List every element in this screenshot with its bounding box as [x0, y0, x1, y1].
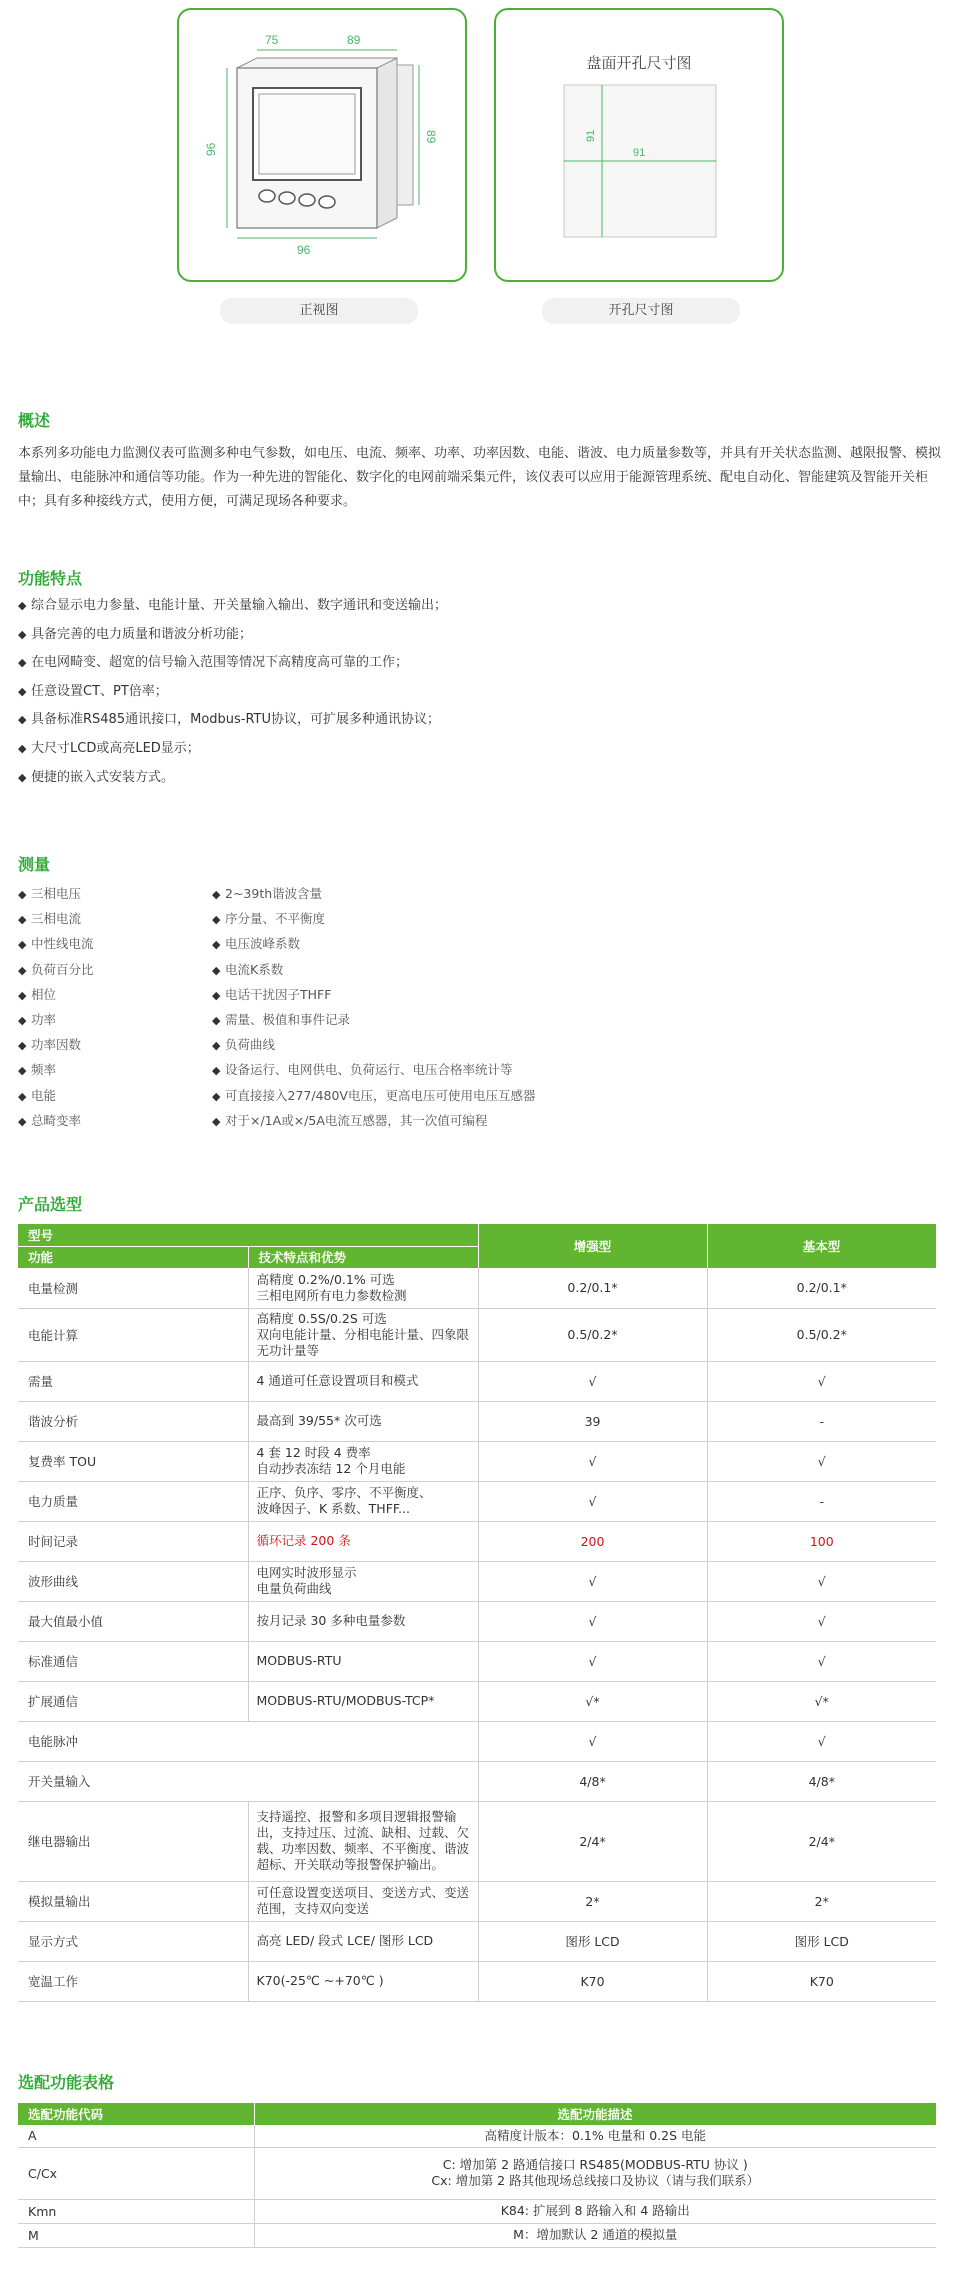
- cell-enhanced: 2/4*: [478, 1801, 707, 1881]
- cell-basic: √: [707, 1601, 936, 1641]
- cell-description: MODBUS-RTU/MODBUS-TCP*: [248, 1681, 478, 1721]
- measurement-item: [212, 960, 535, 985]
- cell-basic: -: [707, 1401, 936, 1441]
- measurement-item: [18, 985, 94, 1010]
- overview-text: 本系列多功能电力监测仪表可监测多种电气参数，如电压、电流、频率、功率、功率因数、电能、谐波、电力质量参数等，并具有开关状态监测、越限报警、模拟量输出、电能脉冲和通信等功能。作为一种先进的智能化、数字化的电网前端采集元件，该仪表可以应用于能源管理系统、配电自动化、智能建筑及智能开关柜中；具有多种接线方式，使用方便，可满足现场各种要求。: [18, 446, 942, 509]
- feature-item: [18, 768, 447, 797]
- cell-description: 高精度 0.2%/0.1% 可选 三相电网所有电力参数检测: [248, 1268, 478, 1308]
- cutout-horizontal-label: 91: [633, 147, 646, 159]
- cell-enhanced: 200: [478, 1521, 707, 1561]
- header-features: 技术特点和优势: [248, 1246, 478, 1268]
- cell-description: 4 套 12 时段 4 费率 自动抄表冻结 12 个月电能: [248, 1441, 478, 1481]
- diamond-bullet-icon: ◆: [212, 1114, 221, 1128]
- diamond-bullet-icon: ◆: [212, 1089, 221, 1103]
- selection-table: [18, 1224, 937, 2002]
- cell-enhanced: 0.2/0.1*: [478, 1268, 707, 1308]
- diamond-bullet-icon: ◆: [18, 770, 27, 784]
- option-code: C/Cx: [18, 2147, 254, 2199]
- diamond-bullet-icon: ◆: [18, 684, 27, 698]
- diamond-bullet-icon: ◆: [212, 988, 221, 1002]
- measurement-text: 负荷百分比: [31, 961, 94, 977]
- selection-row: [18, 1401, 936, 1441]
- cell-enhanced: 39: [478, 1401, 707, 1441]
- dim-left-label: 96: [204, 142, 218, 156]
- cell-basic: 100: [707, 1521, 936, 1561]
- measurement-item: [18, 960, 94, 985]
- diamond-bullet-icon: ◆: [18, 988, 27, 1002]
- feature-item: [18, 682, 447, 711]
- dim-bottom-label: 96: [297, 243, 311, 257]
- cell-description: 4 通道可任意设置项目和模式: [248, 1361, 478, 1401]
- dim-top-left-label: 75: [265, 33, 279, 47]
- diamond-bullet-icon: ◆: [212, 963, 221, 977]
- selection-row: [18, 1521, 936, 1561]
- cell-enhanced: 图形 LCD: [478, 1921, 707, 1961]
- cell-function: 标准通信: [18, 1641, 248, 1681]
- option-code: Kmn: [18, 2199, 254, 2223]
- cell-basic: 0.2/0.1*: [707, 1268, 936, 1308]
- options-header-code: 选配功能代码: [18, 2103, 254, 2125]
- measurement-item: [18, 1010, 94, 1035]
- feature-item: [18, 653, 447, 682]
- measurement-text: 三相电流: [31, 911, 82, 927]
- cell-description: 高亮 LED/ 段式 LCE/ 图形 LCD: [248, 1921, 478, 1961]
- measurement-item: [18, 1086, 94, 1111]
- measurement-text: 需量、极值和事件记录: [225, 1011, 351, 1027]
- selection-row: [18, 1641, 936, 1681]
- diamond-bullet-icon: ◆: [212, 913, 221, 927]
- cell-basic: 0.5/0.2*: [707, 1308, 936, 1361]
- cell-function: 扩展通信: [18, 1681, 248, 1721]
- cell-description: 最高到 39/55* 次可选: [248, 1401, 478, 1441]
- diamond-bullet-icon: ◆: [212, 1064, 221, 1078]
- cell-enhanced: √: [478, 1561, 707, 1601]
- diamond-bullet-icon: ◆: [18, 888, 27, 901]
- measurement-text: 2~39th谐波含量: [225, 886, 323, 901]
- cell-enhanced: √*: [478, 1681, 707, 1721]
- cell-function: 模拟量输出: [18, 1881, 248, 1921]
- measurement-item: [212, 985, 535, 1010]
- measurement-text: 三相电压: [31, 886, 82, 901]
- measurement-list-right: [212, 884, 535, 1136]
- features-title: 功能特点: [18, 569, 83, 588]
- measurement-item: [212, 1111, 535, 1136]
- option-description: C: 增加第 2 路通信接口 RS485(MODBUS-RTU 协议 ) Cx: 增加第 2 路其他现场总线接口及协议（请与我们联系）: [254, 2147, 936, 2199]
- measurement-text: 可直接接入277/480V电压，更高电压可使用电压互感器: [225, 1087, 536, 1103]
- feature-text: 具备标准RS485通讯接口，Modbus-RTU协议，可扩展多种通讯协议；: [31, 712, 441, 728]
- measurement-list-left: [18, 884, 94, 1136]
- measurement-item: [212, 1060, 535, 1085]
- cell-function: 电能脉冲: [18, 1721, 478, 1761]
- measurement-text: 设备运行、电网供电、负荷运行、电压合格率统计等: [225, 1062, 513, 1078]
- cutout-title: 盘面开孔尺寸图: [586, 54, 692, 72]
- cell-function: 显示方式: [18, 1921, 248, 1961]
- measurement-text: 负荷曲线: [225, 1037, 276, 1053]
- overview-title: 概述: [18, 411, 51, 430]
- diamond-bullet-icon: ◆: [212, 1039, 221, 1053]
- measurement-item: [212, 909, 535, 934]
- measurement-item: [212, 1035, 535, 1060]
- cell-description: 正序、负序、零序、不平衡度、 波峰因子、K 系数、THFF...: [248, 1481, 478, 1521]
- selection-row: [18, 1921, 936, 1961]
- cell-function: 时间记录: [18, 1521, 248, 1561]
- measurement-item: [18, 884, 94, 909]
- cell-basic: √: [707, 1361, 936, 1401]
- cell-function: 复费率 TOU: [18, 1441, 248, 1481]
- cell-basic: √: [707, 1721, 936, 1761]
- cell-enhanced: 0.5/0.2*: [478, 1308, 707, 1361]
- cell-basic: √*: [707, 1681, 936, 1721]
- front-view-caption: 正视图: [220, 298, 418, 324]
- cell-description: 支持遥控、报警和多项目逻辑报警输出，支持过压、过流、缺相、过载、欠载、功率因数、频率、不平衡度、谐波超标、开关联动等报警保护输出。: [248, 1801, 478, 1881]
- diamond-bullet-icon: ◆: [18, 938, 27, 952]
- cell-function: 开关量输入: [18, 1761, 478, 1801]
- feature-text: 任意设置CT、PT倍率；: [31, 683, 168, 699]
- cell-description: 高精度 0.5S/0.2S 可选 双向电能计量、分相电能计量、四象限无功计量等: [248, 1308, 478, 1361]
- cell-function: 电量检测: [18, 1268, 248, 1308]
- diamond-bullet-icon: ◆: [18, 713, 27, 727]
- cell-function: 波形曲线: [18, 1561, 248, 1601]
- selection-row: [18, 1721, 936, 1761]
- selection-row: [18, 1761, 936, 1801]
- cell-enhanced: 4/8*: [478, 1761, 707, 1801]
- measurement-item: [18, 909, 94, 934]
- cell-basic: √: [707, 1641, 936, 1681]
- cell-enhanced: √: [478, 1361, 707, 1401]
- selection-row: [18, 1881, 936, 1921]
- measurement-item: [18, 934, 94, 959]
- measurement-text: 对于×/1A或×/5A电流互感器，其一次值可编程: [225, 1112, 488, 1128]
- header-enhanced: 增强型: [478, 1224, 707, 1268]
- measurement-item: [18, 1111, 94, 1136]
- options-row: [18, 2223, 936, 2247]
- diamond-bullet-icon: ◆: [212, 938, 221, 952]
- dim-top-right-label: 89: [347, 33, 361, 47]
- cell-enhanced: 2*: [478, 1881, 707, 1921]
- selection-row: [18, 1561, 936, 1601]
- dim-right-label: 89: [424, 130, 438, 144]
- measurement-text: 电能: [31, 1087, 57, 1103]
- features-list: [18, 596, 447, 796]
- cell-basic: -: [707, 1481, 936, 1521]
- diamond-bullet-icon: ◆: [212, 888, 221, 901]
- header-basic: 基本型: [707, 1224, 936, 1268]
- feature-text: 便捷的嵌入式安装方式。: [31, 769, 175, 785]
- measurement-text: 频率: [31, 1062, 57, 1078]
- measurement-text: 电流K系数: [225, 961, 284, 977]
- cell-enhanced: K70: [478, 1961, 707, 2001]
- cell-function: 继电器输出: [18, 1801, 248, 1881]
- selection-row: [18, 1441, 936, 1481]
- measurement-text: 序分量、不平衡度: [225, 911, 326, 927]
- diamond-bullet-icon: ◆: [18, 1039, 27, 1053]
- measurement-item: [18, 1035, 94, 1060]
- cell-enhanced: √: [478, 1601, 707, 1641]
- meter-front-drawing: [179, 10, 469, 284]
- feature-item: [18, 596, 447, 625]
- cell-basic: 2/4*: [707, 1801, 936, 1881]
- feature-text: 综合显示电力参量、电能计量、开关量输入输出、数字通讯和变送输出；: [31, 598, 448, 613]
- header-model: 型号: [18, 1224, 478, 1246]
- diamond-bullet-icon: ◆: [18, 1064, 27, 1078]
- cell-function: 谐波分析: [18, 1401, 248, 1441]
- cell-description: K70(-25℃ ~+70℃ ): [248, 1961, 478, 2001]
- measurement-item: [18, 1060, 94, 1085]
- options-title: 选配功能表格: [18, 2073, 115, 2092]
- selection-row: [18, 1801, 936, 1881]
- selection-row: [18, 1481, 936, 1521]
- selection-title: 产品选型: [18, 1195, 83, 1214]
- cell-description: 按月记录 30 多种电量参数: [248, 1601, 478, 1641]
- header-function: 功能: [18, 1246, 248, 1268]
- options-table: [18, 2103, 937, 2248]
- cell-description: 循环记录 200 条: [248, 1521, 478, 1561]
- cell-function: 需量: [18, 1361, 248, 1401]
- feature-item: [18, 710, 447, 739]
- measurement-item: [212, 1010, 535, 1035]
- cell-basic: √: [707, 1441, 936, 1481]
- cell-enhanced: √: [478, 1441, 707, 1481]
- diamond-bullet-icon: ◆: [18, 913, 27, 927]
- cell-basic: K70: [707, 1961, 936, 2001]
- feature-text: 在电网畸变、超宽的信号输入范围等情况下高精度高可靠的工作；: [31, 655, 409, 671]
- diamond-bullet-icon: ◆: [18, 1089, 27, 1103]
- option-code: A: [18, 2125, 254, 2147]
- feature-item: [18, 739, 447, 768]
- diamond-bullet-icon: ◆: [18, 963, 27, 977]
- cutout-caption: 开孔尺寸图: [542, 298, 740, 324]
- diamond-bullet-icon: ◆: [18, 1114, 27, 1128]
- diamond-bullet-icon: ◆: [18, 656, 27, 670]
- selection-row: [18, 1681, 936, 1721]
- cell-description: 可任意设置变送项目、变送方式、变送范围，支持双向变送: [248, 1881, 478, 1921]
- selection-row: [18, 1961, 936, 2001]
- options-row: [18, 2199, 936, 2223]
- cell-function: 电能计算: [18, 1308, 248, 1361]
- measurement-item: [212, 1086, 535, 1111]
- diamond-bullet-icon: ◆: [212, 1013, 221, 1027]
- cell-basic: 图形 LCD: [707, 1921, 936, 1961]
- cell-function: 电力质量: [18, 1481, 248, 1521]
- options-header-desc: 选配功能描述: [254, 2103, 936, 2125]
- feature-text: 具备完善的电力质量和谐波分析功能；: [31, 626, 253, 642]
- options-row: [18, 2147, 936, 2199]
- cell-enhanced: √: [478, 1721, 707, 1761]
- cell-basic: 2*: [707, 1881, 936, 1921]
- measurement-text: 总畸变率: [31, 1112, 82, 1128]
- cutout-figure: [494, 8, 784, 282]
- selection-row: [18, 1601, 936, 1641]
- feature-text: 大尺寸LCD或高亮LED显示；: [31, 740, 200, 756]
- cutout-drawing: [496, 10, 786, 284]
- cutout-vertical-label: 91: [585, 129, 597, 142]
- cell-description: 电网实时波形显示 电量负荷曲线: [248, 1561, 478, 1601]
- option-description: K84: 扩展到 8 路输入和 4 路输出: [254, 2199, 936, 2223]
- cell-basic: 4/8*: [707, 1761, 936, 1801]
- measurement-text: 电话干扰因子THFF: [225, 986, 332, 1002]
- options-row: [18, 2125, 936, 2147]
- measurement-item: [212, 884, 535, 909]
- cell-function: 宽温工作: [18, 1961, 248, 2001]
- cell-description: MODBUS-RTU: [248, 1641, 478, 1681]
- selection-row: [18, 1268, 936, 1308]
- cell-function: 最大值最小值: [18, 1601, 248, 1641]
- diamond-bullet-icon: ◆: [18, 627, 27, 641]
- selection-row: [18, 1361, 936, 1401]
- diamond-bullet-icon: ◆: [18, 599, 27, 612]
- diamond-bullet-icon: ◆: [18, 741, 27, 755]
- measurement-text: 相位: [31, 986, 57, 1002]
- measurement-text: 中性线电流: [31, 936, 94, 952]
- option-code: M: [18, 2223, 254, 2247]
- cell-basic: √: [707, 1561, 936, 1601]
- option-description: 高精度计版本：0.1% 电量和 0.2S 电能: [254, 2125, 936, 2147]
- measurement-text: 电压波峰系数: [225, 936, 301, 952]
- selection-row: [18, 1308, 936, 1361]
- feature-item: [18, 625, 447, 654]
- cell-enhanced: √: [478, 1641, 707, 1681]
- measurement-item: [212, 934, 535, 959]
- measurement-text: 功率因数: [31, 1037, 82, 1053]
- measurement-text: 功率: [31, 1011, 57, 1027]
- front-view-figure: [177, 8, 467, 282]
- cell-enhanced: √: [478, 1481, 707, 1521]
- diamond-bullet-icon: ◆: [18, 1013, 27, 1027]
- option-description: M：增加默认 2 通道的模拟量: [254, 2223, 936, 2247]
- measurement-title: 测量: [18, 855, 51, 874]
